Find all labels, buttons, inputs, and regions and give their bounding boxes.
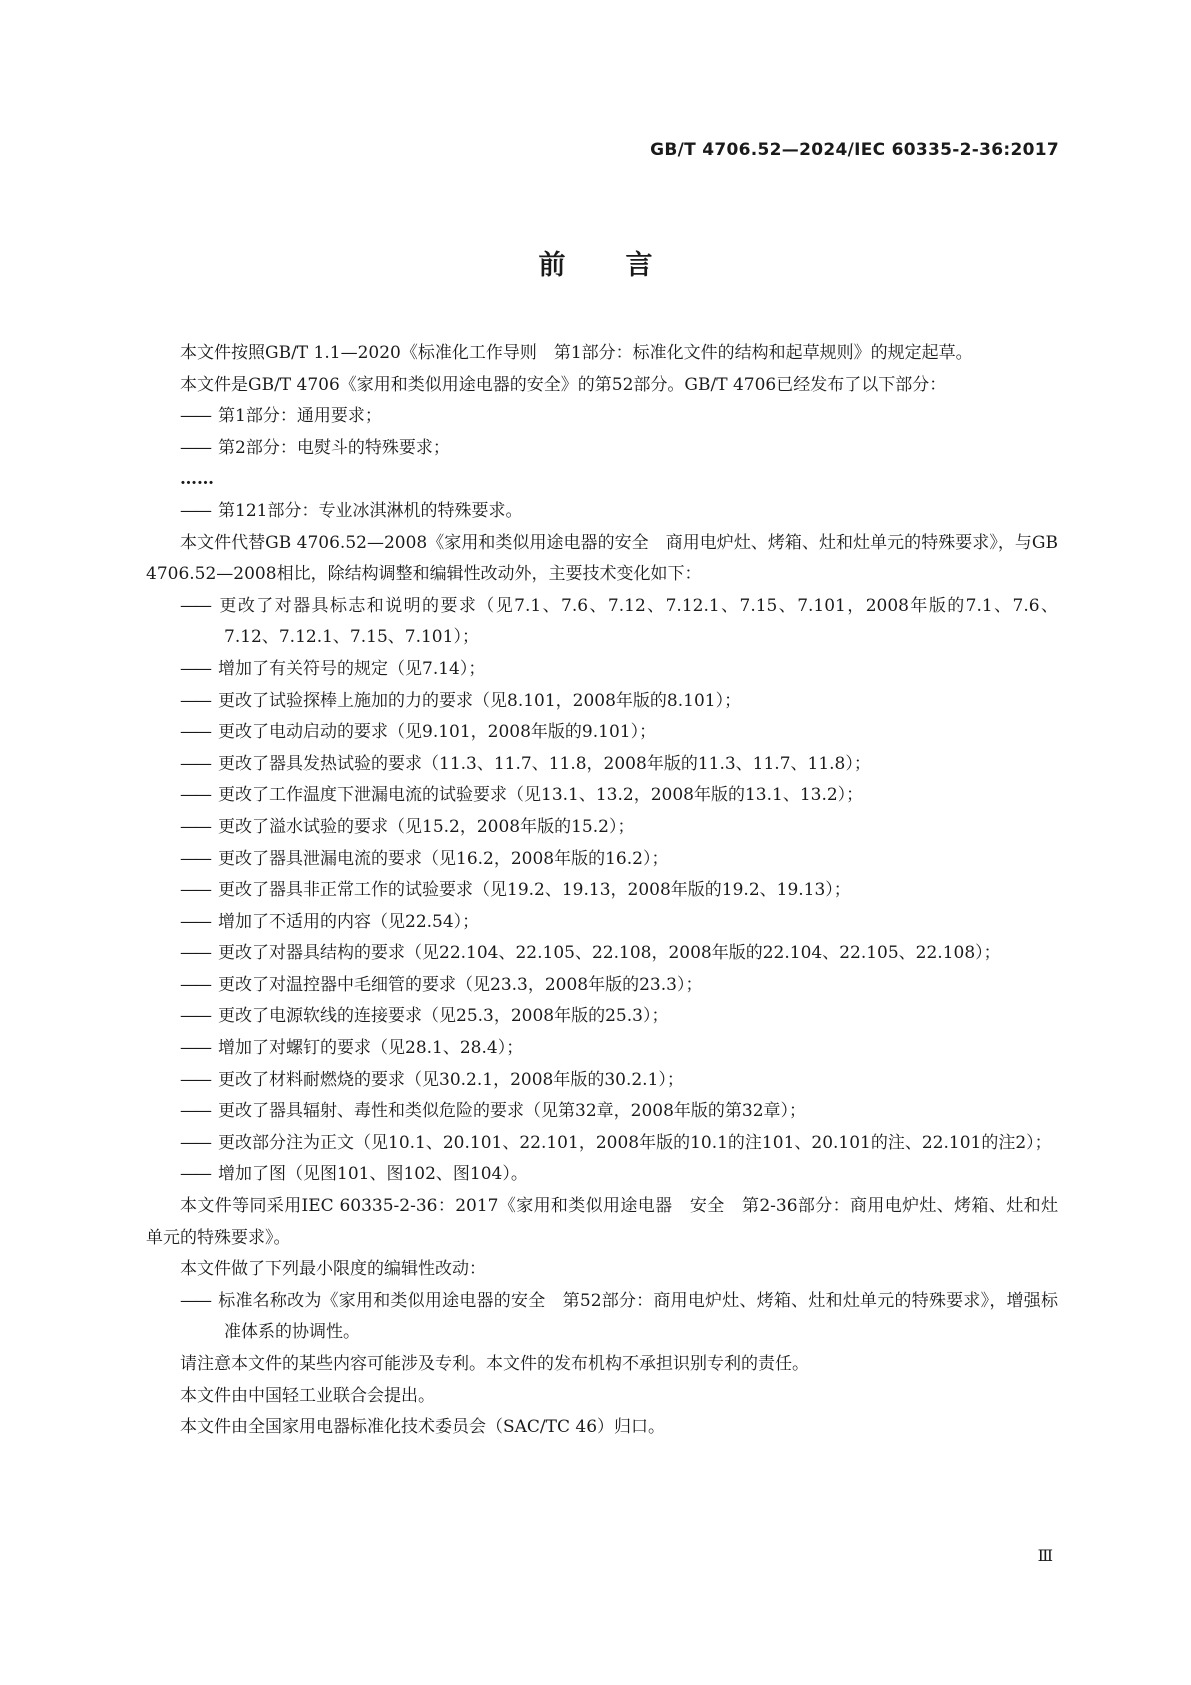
dash-marker: ——	[180, 880, 210, 901]
dash-marker: ——	[180, 658, 210, 679]
change-item: —— 更改了器具非正常工作的试验要求（见19.2、19.13，2008年版的19.2、19.13）；	[180, 875, 1058, 907]
change-item: —— 更改了试验探棒上施加的力的要求（见8.101，2008年版的8.101）；	[180, 686, 1058, 718]
dash-marker: ——	[180, 690, 210, 711]
change-item: —— 更改了器具泄漏电流的要求（见16.2，2008年版的16.2）；	[180, 844, 1058, 876]
change-item: —— 增加了图（见图101、图102、图104）。	[180, 1159, 1058, 1191]
paragraph-technical-committee: 本文件由全国家用电器标准化技术委员会（SAC/TC 46）归口。	[180, 1417, 666, 1438]
change-item: —— 更改了对器具标志和说明的要求（见7.1、7.6、7.12、7.12.1、7.15、7.101，2008年版的7.1、7.6、7.12、7.12.1、7.15、7.101）；	[180, 591, 1058, 654]
foreword-body	[146, 338, 1058, 1444]
list-item: —— 第2部分：电熨斗的特殊要求；	[180, 433, 1058, 465]
change-item: —— 更改部分注为正文（见10.1、20.101、22.101，2008年版的10.1的注101、20.101的注、22.101的注2）；	[180, 1128, 1058, 1160]
paragraph-drafting-rules: 本文件按照GB/T 1.1—2020《标准化工作导则 第1部分：标准化文件的结构和起草规则》的规定起草。	[180, 343, 973, 363]
paragraph-series-parts: 本文件是GB/T 4706《家用和类似用途电器的安全》的第52部分。GB/T 4706已经发布了以下部分：	[180, 374, 947, 395]
change-item: —— 更改了对器具结构的要求（见22.104、22.105、22.108，2008年版的22.104、22.105、22.108）；	[180, 938, 1058, 970]
change-item: —— 更改了材料耐燃烧的要求（见30.2.1，2008年版的30.2.1）；	[180, 1065, 1058, 1097]
dash-marker: ——	[180, 1038, 210, 1059]
dash-marker: ——	[180, 753, 210, 774]
change-item: —— 增加了有关符号的规定（见7.14）；	[180, 654, 1058, 686]
change-item: —— 增加了不适用的内容（见22.54）；	[180, 907, 1058, 939]
dash-marker: ——	[180, 437, 210, 458]
change-item: —— 更改了工作温度下泄漏电流的试验要求（见13.1、13.2，2008年版的13.1、13.2）；	[180, 780, 1058, 812]
paragraph-editorial-changes: 本文件做了下列最小限度的编辑性改动：	[180, 1259, 486, 1280]
list-item: —— 第1部分：通用要求；	[180, 401, 1058, 433]
dash-marker: ——	[180, 1006, 210, 1027]
change-item: —— 更改了电动启动的要求（见9.101，2008年版的9.101）；	[180, 717, 1058, 749]
change-item: —— 增加了对螺钉的要求（见28.1、28.4）；	[180, 1033, 1058, 1065]
paragraph-replaces: 本文件代替GB 4706.52—2008《家用和类似用途电器的安全 商用电炉灶、烤箱、灶和灶单元的特殊要求》，与GB 4706.52—2008相比，除结构调整和编辑性改动外，主要技术变化如下：	[146, 532, 1058, 585]
dash-marker: ——	[180, 1101, 210, 1122]
page-title: 前言	[538, 250, 713, 281]
paragraph-identical-adoption: 本文件等同采用IEC 60335-2-36：2017《家用和类似用途电器 安全 第2-36部分：商用电炉灶、烤箱、灶和灶单元的特殊要求》。	[146, 1196, 1058, 1248]
dash-marker: ——	[180, 816, 210, 837]
standard-number-header: GB/T 4706.52—2024/IEC 60335-2-36:2017	[650, 140, 1059, 160]
dash-marker: ——	[180, 911, 210, 932]
dash-marker: ——	[180, 974, 210, 995]
dash-marker: ——	[180, 406, 210, 427]
paragraph-patent-notice: 请注意本文件的某些内容可能涉及专利。本文件的发布机构不承担识别专利的责任。	[180, 1354, 809, 1374]
edit-item: —— 标准名称改为《家用和类似用途电器的安全 第52部分：商用电炉灶、烤箱、灶和灶单元的特殊要求》，增强标准体系的协调性。	[180, 1286, 1058, 1349]
dash-marker: ——	[180, 943, 210, 964]
change-item: —— 更改了器具辐射、毒性和类似危险的要求（见第32章，2008年版的第32章）；	[180, 1096, 1058, 1128]
dash-marker: ——	[180, 1164, 210, 1185]
dash-marker: ——	[180, 1290, 210, 1311]
change-item: —— 更改了对温控器中毛细管的要求（见23.3，2008年版的23.3）；	[180, 970, 1058, 1002]
change-item: —— 更改了电源软线的连接要求（见25.3，2008年版的25.3）；	[180, 1001, 1058, 1033]
dash-marker: ——	[180, 500, 210, 521]
dash-marker: ——	[180, 848, 210, 869]
dash-marker: ——	[180, 595, 210, 616]
dash-marker: ——	[180, 785, 210, 806]
dash-marker: ——	[180, 722, 210, 743]
dash-marker: ——	[180, 1069, 210, 1090]
change-item: —— 更改了溢水试验的要求（见15.2，2008年版的15.2）；	[180, 812, 1058, 844]
list-item: —— 第121部分：专业冰淇淋机的特殊要求。	[180, 496, 1058, 528]
ellipsis: ……	[180, 469, 214, 490]
change-item: —— 更改了器具发热试验的要求（11.3、11.7、11.8，2008年版的11.3、11.7、11.8）；	[180, 749, 1058, 781]
page-number: Ⅲ	[1037, 1546, 1053, 1565]
paragraph-proposer: 本文件由中国轻工业联合会提出。	[180, 1385, 435, 1406]
dash-marker: ——	[180, 1132, 210, 1153]
